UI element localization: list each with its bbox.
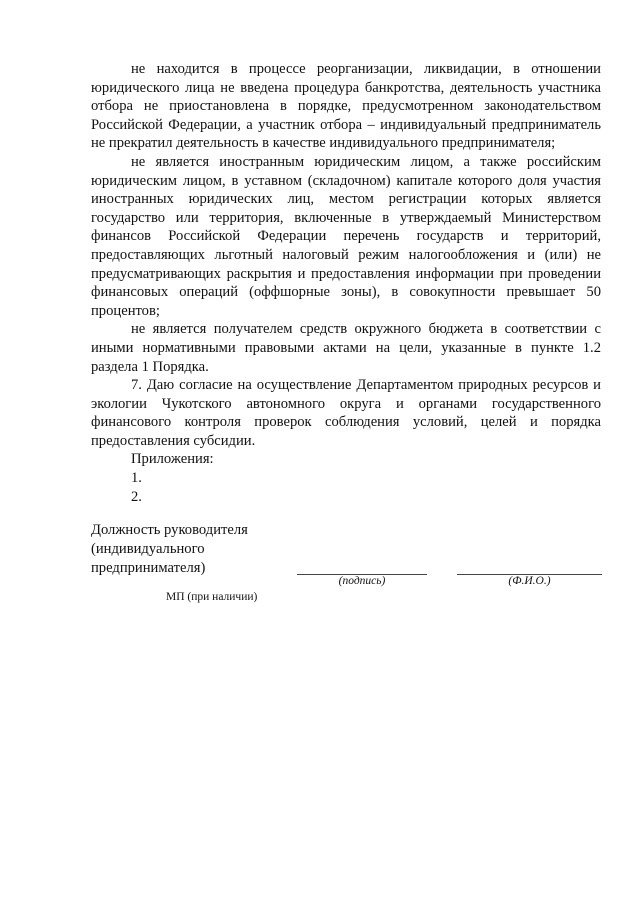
paragraph-not-foreign-entity: не является иностранным юридическим лицом, а также российским юридическим лицом, в уставном (складочном) капитале которого доля участия иностранных юридических лиц, местом регистрации которых является государство или территория, включенные в утверждаемый Министерством финансов Российской Федерации перечень государств и территорий, предоставляющих льготный налоговый режим налогообложения и (или) не предусматривающих раскрытия и предоставления информации при проведении финансовых операций (оффшорные зоны), в совокупности превышает 50 процентов; bbox=[91, 153, 601, 319]
attachment-item-1: 1. bbox=[131, 470, 142, 487]
stamp-note: МП (при наличии) bbox=[166, 591, 258, 603]
attachment-item-2: 2. bbox=[131, 488, 142, 505]
signature-caption: (подпись) bbox=[338, 575, 386, 587]
signatory-position-line: предпринимателя) bbox=[91, 560, 206, 576]
signatory-position-label bbox=[91, 521, 248, 578]
paragraph-not-budget-recipient: не является получателем средств окружного бюджета в соответствии с иными нормативными правовыми актами на цели, указанные в пункте 1.2 раздела 1 Порядка. bbox=[91, 321, 601, 375]
paragraph-not-in-liquidation: не находится в процессе реорганизации, ликвидации, в отношении юридического лица не введена процедура банкротства, деятельность участника отбора не приостановлена в порядке, предусмотренном законодательством Российской Федерации, а участник отбора – индивидуальный предприниматель не прекратил деятельность в качестве индивидуального предпринимателя; bbox=[91, 61, 601, 152]
attachments-heading: Приложения: bbox=[131, 451, 214, 468]
full-name-caption: (Ф.И.О.) bbox=[508, 575, 551, 587]
signatory-position-line: Должность руководителя bbox=[91, 522, 248, 538]
paragraph-consent-to-audit: 7. Даю согласие на осуществление Департаментом природных ресурсов и экологии Чукотского автономного округа и органами государственного финансового контроля проверок соблюдения условий, целей и порядка предоставления субсидии. bbox=[91, 377, 601, 449]
document-body bbox=[91, 60, 601, 506]
signatory-position-line: (индивидуального bbox=[91, 541, 205, 557]
